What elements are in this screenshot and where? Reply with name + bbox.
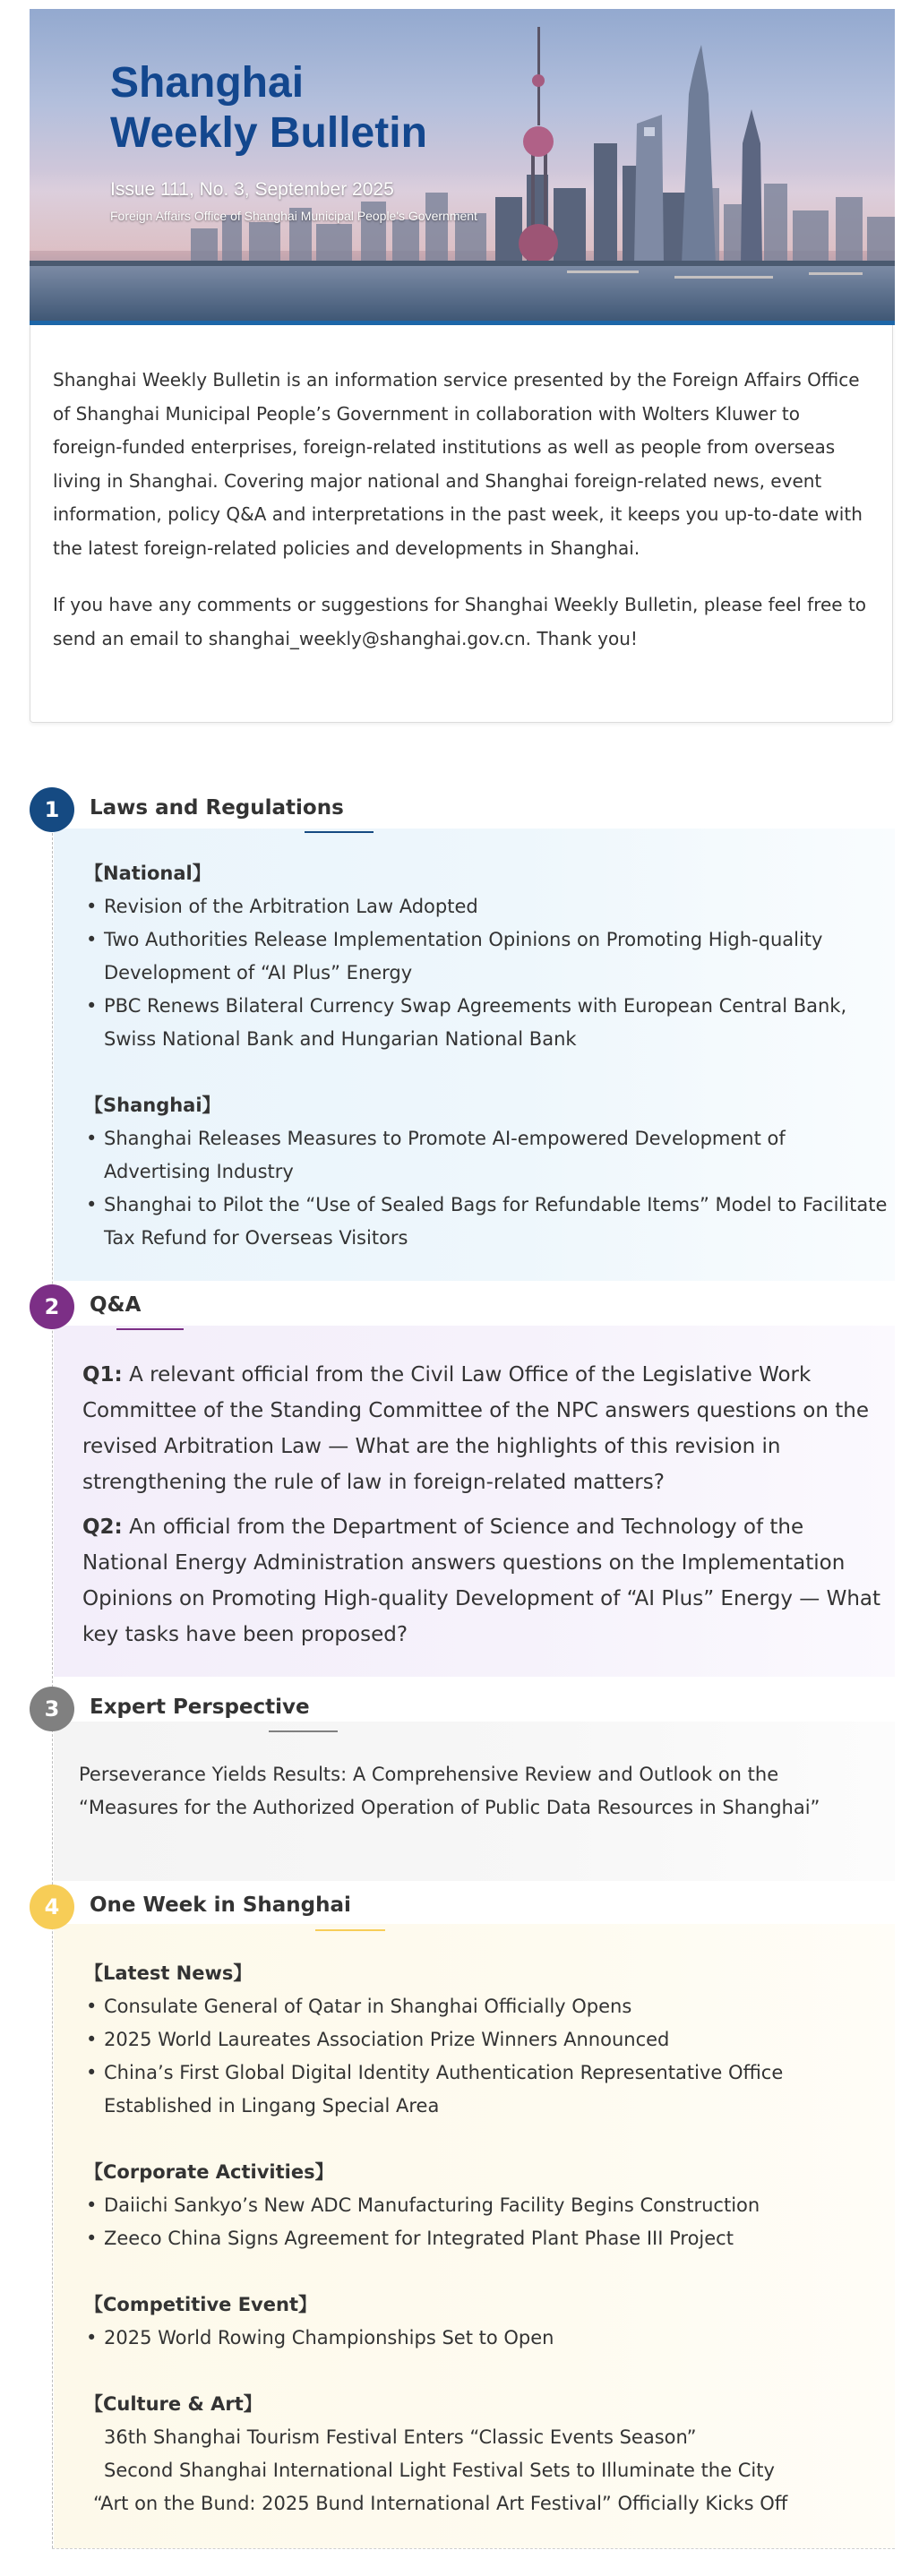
section-number-badge: 2 [30,1284,74,1329]
section-number-badge: 1 [30,787,74,832]
expert-article-link[interactable]: Perseverance Yields Results: A Comprehensive Review and Outlook on the “Measures for the Authorized Operation of Public Data Resources in Shanghai” [79,1764,820,1818]
section-number-badge: 4 [30,1885,74,1929]
group-heading-corporate: 【Corporate Activities】 [84,2161,334,2183]
qa-question[interactable] [82,1509,889,1653]
shanghai-list [84,1122,890,1255]
list-item[interactable]: 36th Shanghai Tourism Festival Enters “Classic Events Season” [104,2426,697,2448]
list-item[interactable]: • 2025 World Laureates Association Prize Winners Announced [84,2023,890,2057]
competitive-list [84,2322,890,2355]
corporate-list [84,2189,890,2255]
list-item[interactable]: • China’s First Global Digital Identity Authentication Representative Office Established in Lingang Special Area [84,2057,890,2123]
section-title: Q&A [90,1293,142,1317]
latest-news-list [84,1990,890,2123]
list-item[interactable]: • Revision of the Arbitration Law Adopted [84,890,890,923]
publisher-name: Foreign Affairs Office of Shanghai Municipal People's Government [110,209,477,223]
timeline-line [52,811,53,2548]
shanghai-skyline-image [30,9,895,322]
header-banner [30,9,895,322]
culture-list [84,2421,890,2520]
section-number-badge: 3 [30,1687,74,1731]
list-item[interactable]: Second Shanghai International Light Festival Sets to Illuminate the City [104,2460,775,2481]
section-underline [315,1929,385,1931]
section-title: One Week in Shanghai [90,1893,351,1917]
list-item[interactable]: “Art on the Bund: 2025 Bund International Art Festival” Officially Kicks Off [93,2493,788,2514]
intro-box [30,325,893,723]
contact-paragraph: If you have any comments or suggestions for Shanghai Weekly Bulletin, please feel free to send an email to shanghai_weekly@shanghai.gov.cn. Thank you! [53,594,867,649]
group-heading-national: 【National】 [84,863,211,884]
group-heading-latest-news: 【Latest News】 [84,1962,253,1984]
section-title: Laws and Regulations [90,796,344,820]
list-item[interactable]: • Daiichi Sankyo’s New ADC Manufacturing Facility Begins Construction [84,2189,890,2222]
group-heading-shanghai: 【Shanghai】 [84,1095,221,1116]
list-item[interactable]: • Zeeco China Signs Agreement for Integrated Plant Phase III Project [84,2222,890,2255]
list-item[interactable]: • 2025 World Rowing Championships Set to Open [84,2322,890,2355]
issue-info: Issue 111, No. 3, September 2025 [110,179,394,200]
section-underline [116,1328,184,1330]
week-content [84,1957,890,2520]
bulletin-title: Shanghai Weekly Bulletin [110,59,427,157]
question-text: An official from the Department of Science and Technology of the National Energy Administration answers questions on the Implementation Opinions on Promoting High-quality Development of “AI Plus” Energy — What key tasks have been proposed? [82,1516,881,1646]
expert-content [79,1758,840,1825]
section-title: Expert Perspective [90,1696,310,1719]
intro-paragraph: Shanghai Weekly Bulletin is an information service presented by the Foreign Affairs Office of Shanghai Municipal People’s Government in collaboration with Wolters Kluwer to foreign-funded enterprises, foreign-related institutions as well as people from overseas living in Shanghai. Covering major national and Shanghai foreign-related news, event information, policy Q&A and interpretations in the past week, it keeps you up-to-date with the latest foreign-related policies and developments in Shanghai. [53,369,863,559]
section-underline [269,1730,338,1732]
question-label: Q1: [82,1363,123,1387]
list-item[interactable]: • Shanghai to Pilot the “Use of Sealed Bags for Refundable Items” Model to Facilitate Tax Refund for Overseas Visitors [84,1189,890,1255]
section-underline [305,831,374,833]
question-text: A relevant official from the Civil Law Office of the Legislative Work Committee of the Standing Committee of the NPC answers questions on the revised Arbitration Law — What are the highlights of this revision in strengthening the rule of law in foreign-related matters? [82,1363,869,1494]
national-list [84,890,890,1056]
laws-content [84,857,890,1255]
list-item[interactable]: • PBC Renews Bilateral Currency Swap Agreements with European Central Bank, Swiss National Bank and Hungarian National Bank [84,990,890,1056]
list-item[interactable]: • Shanghai Releases Measures to Promote AI-empowered Development of Advertising Industry [84,1122,890,1189]
question-label: Q2: [82,1516,123,1539]
qa-content [82,1357,889,1653]
group-heading-competitive: 【Competitive Event】 [84,2294,317,2315]
list-item[interactable]: • Two Authorities Release Implementation Opinions on Promoting High-quality Development of “AI Plus” Energy [84,923,890,990]
group-heading-culture: 【Culture & Art】 [84,2393,262,2415]
bottom-divider [52,2548,895,2549]
qa-question[interactable] [82,1357,889,1500]
list-item[interactable]: • Consulate General of Qatar in Shanghai Officially Opens [84,1990,890,2023]
